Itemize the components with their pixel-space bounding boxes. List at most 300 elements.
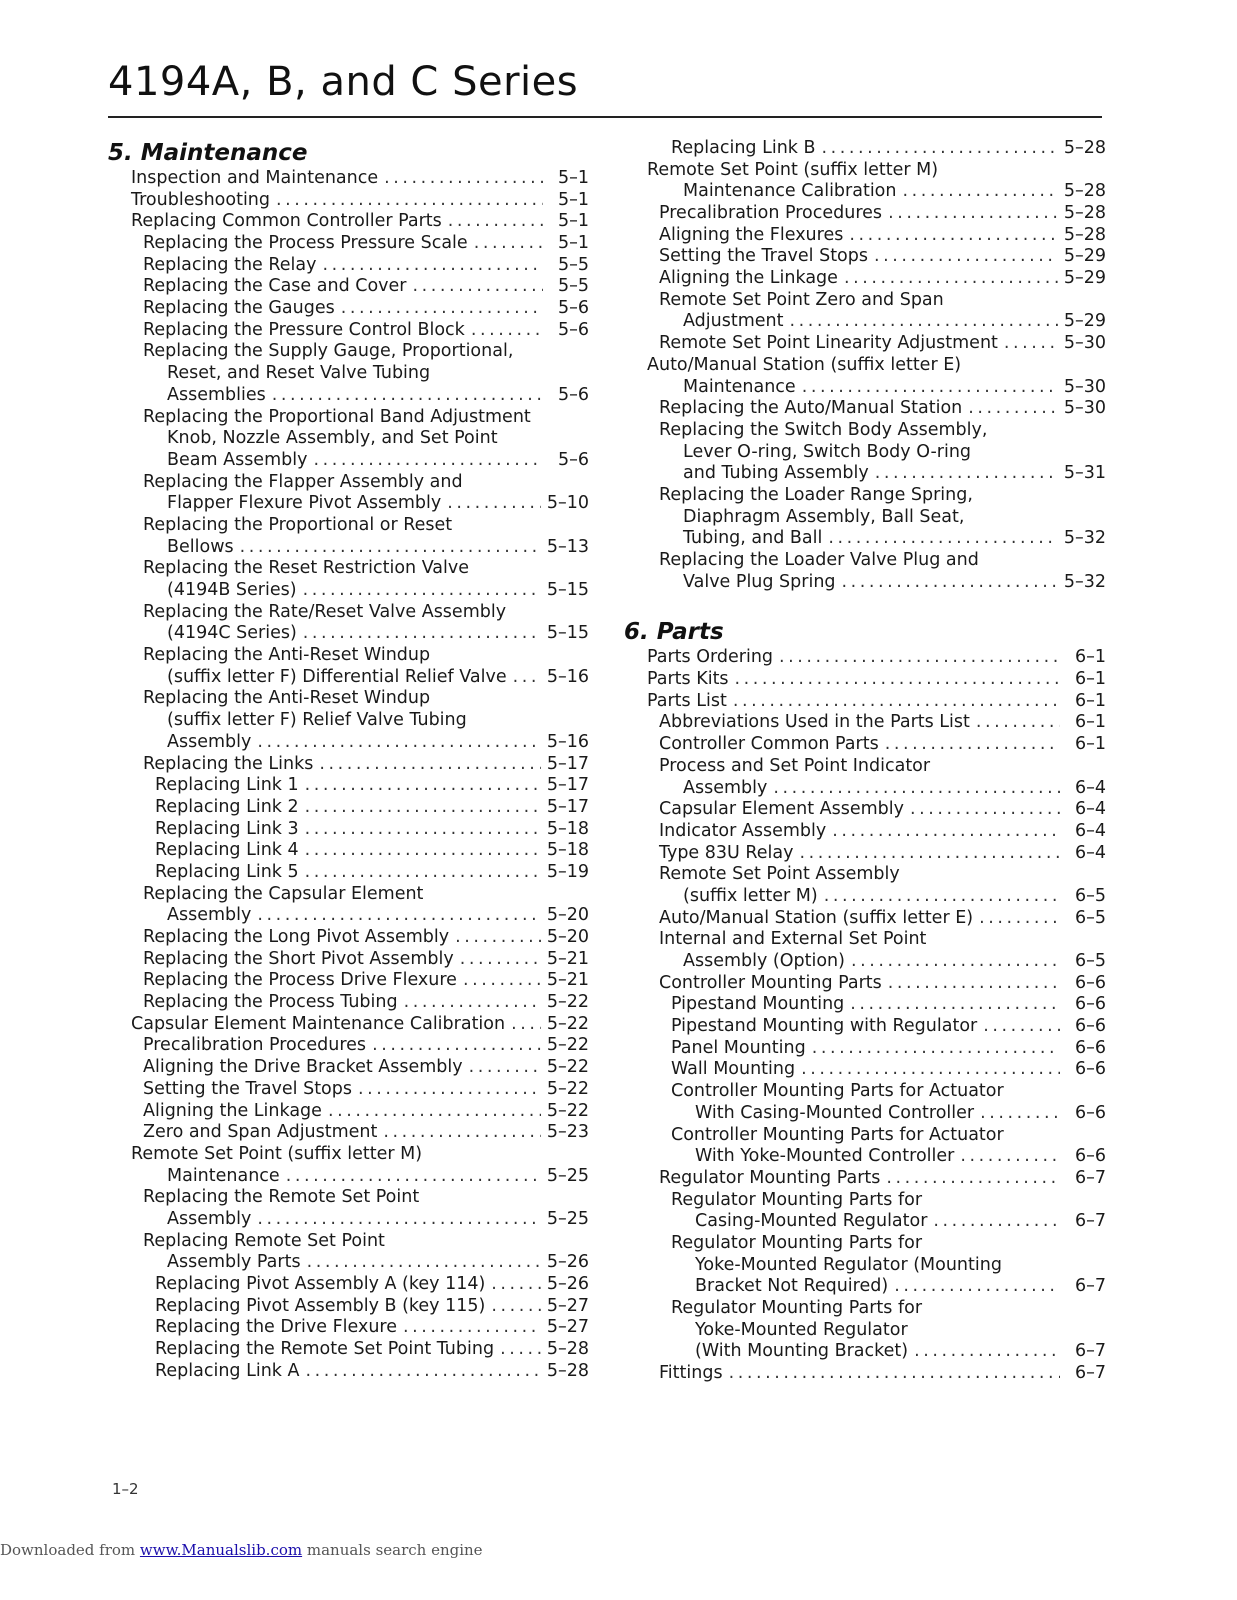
toc-entry-title: Replacing Link 2	[155, 796, 299, 817]
toc-entry-page: 5–16	[546, 666, 589, 687]
toc-entry-title: Remote Set Point Linearity Adjustment	[659, 333, 998, 354]
toc-leader-dots	[305, 775, 541, 797]
toc-entry-page: 5–1	[557, 233, 589, 254]
toc-entry[interactable]	[108, 211, 589, 233]
toc-entry-title: Controller Mounting Parts for Actuator	[671, 1081, 1004, 1102]
toc-entry-page: 5–21	[546, 970, 589, 991]
toc-entry-page: 6–5	[1074, 907, 1106, 928]
toc-leader-dots	[874, 246, 1058, 268]
toc-entry-page: 6–6	[1074, 1037, 1106, 1058]
toc-entry-title: Remote Set Point (suffix letter M)	[131, 1143, 423, 1164]
toc-entry[interactable]	[108, 905, 589, 927]
toc-entry-page: 5–22	[546, 1057, 589, 1078]
toc-entry-title: Capsular Element Maintenance Calibration	[131, 1013, 506, 1034]
toc-leader-dots	[735, 669, 1060, 691]
toc-entry[interactable]	[108, 276, 589, 298]
toc-entry-title: Replacing the Supply Gauge, Proportional,	[143, 341, 514, 362]
toc-leader-dots	[257, 1209, 540, 1231]
toc-entry-title: Replacing the Anti-Reset Windup	[143, 688, 431, 709]
toc-entry[interactable]	[108, 1317, 589, 1339]
toc-leader-dots	[980, 1103, 1060, 1125]
toc-entry-title: Controller Common Parts	[659, 734, 879, 755]
toc-leader-dots	[305, 797, 541, 819]
toc-entry[interactable]	[108, 255, 589, 277]
toc-entry[interactable]	[624, 1038, 1106, 1060]
toc-entry-title: Pipestand Mounting with Regulator	[671, 1016, 978, 1037]
toc-entry-title: Auto/Manual Station (suffix letter E)	[647, 354, 962, 375]
toc-entry[interactable]	[108, 645, 589, 667]
toc-entry[interactable]	[108, 1036, 589, 1058]
toc-entry-title: Aligning the Flexures	[659, 224, 844, 245]
toc-entry-page: 5–32	[1063, 571, 1106, 592]
toc-entry-title: Replacing Common Controller Parts	[131, 211, 442, 232]
toc-entry[interactable]	[624, 1125, 1106, 1147]
toc-entry-title: Maintenance	[683, 376, 796, 397]
toc-entry-page: 5–16	[546, 731, 589, 752]
toc-entry[interactable]	[624, 160, 1106, 182]
toc-entry[interactable]	[108, 732, 589, 754]
toc-entry[interactable]	[108, 819, 589, 841]
toc-entry[interactable]	[108, 537, 589, 559]
toc-entry-title: Assembly Parts	[167, 1252, 301, 1273]
toc-entry[interactable]	[624, 821, 1106, 843]
toc-entry[interactable]	[624, 485, 1106, 507]
toc-entry-title: Lever O-ring, Switch Body O-ring	[683, 441, 972, 462]
toc-entry-title: (With Mounting Bracket)	[695, 1341, 909, 1362]
toc-entry[interactable]	[624, 799, 1106, 821]
toc-entry[interactable]	[108, 884, 589, 906]
toc-entry[interactable]	[108, 667, 589, 689]
toc-entry-page: 6–7	[1074, 1167, 1106, 1188]
toc-entry[interactable]	[108, 580, 589, 602]
toc-leader-dots	[500, 1339, 541, 1361]
toc-entry-page: 5–17	[546, 796, 589, 817]
toc-leader-dots	[276, 190, 543, 212]
toc-entry[interactable]	[108, 342, 589, 364]
toc-entry-page: 5–30	[1063, 376, 1106, 397]
toc-entry[interactable]	[624, 1341, 1106, 1363]
toc-entry[interactable]	[624, 908, 1106, 930]
toc-entry[interactable]	[624, 1190, 1106, 1212]
toc-leader-dots	[358, 1079, 541, 1101]
toc-entry[interactable]	[624, 973, 1106, 995]
toc-entry-page: 5–22	[546, 1013, 589, 1034]
toc-entry-page: 6–4	[1074, 777, 1106, 798]
toc-entry-title: Beam Assembly	[167, 449, 308, 470]
toc-entry-page: 6–7	[1074, 1211, 1106, 1232]
toc-leader-dots	[384, 168, 543, 190]
toc-entry[interactable]	[624, 929, 1106, 951]
toc-entry[interactable]	[108, 1187, 589, 1209]
toc-leader-dots	[983, 1016, 1060, 1038]
toc-entry-page: 5–21	[546, 948, 589, 969]
toc-leader-dots	[286, 1166, 541, 1188]
toc-entry-page: 6–6	[1074, 1016, 1106, 1037]
toc-entry[interactable]	[624, 713, 1106, 735]
toc-entry[interactable]	[108, 927, 589, 949]
toc-entry-title: Zero and Span Adjustment	[143, 1122, 378, 1143]
toc-entry-title: Replacing Link 4	[155, 840, 299, 861]
toc-entry-title: Bracket Not Required)	[695, 1276, 889, 1297]
toc-entry-title: Maintenance	[167, 1165, 280, 1186]
toc-entry-title: Parts Ordering	[647, 647, 774, 668]
toc-entry[interactable]	[624, 290, 1106, 312]
toc-entry[interactable]	[108, 190, 589, 212]
toc-entry-title: Assembly	[683, 777, 768, 798]
toc-leader-dots	[307, 1252, 541, 1274]
toc-leader-dots	[404, 992, 541, 1014]
toc-leader-dots	[305, 840, 541, 862]
toc-entry-page: 5–28	[1063, 224, 1106, 245]
toc-leader-dots	[875, 463, 1058, 485]
toc-entry[interactable]	[624, 246, 1106, 268]
toc-entry[interactable]	[108, 1101, 589, 1123]
toc-entry-title: With Yoke-Mounted Controller	[695, 1146, 955, 1167]
toc-entry-title: Aligning the Linkage	[659, 268, 838, 289]
toc-entry[interactable]	[108, 515, 589, 537]
toc-entry-title: Yoke-Mounted Regulator	[695, 1319, 908, 1340]
toc-entry[interactable]	[624, 1146, 1106, 1168]
toc-entry[interactable]	[108, 623, 589, 645]
toc-entry[interactable]	[108, 970, 589, 992]
toc-entry[interactable]	[108, 1144, 589, 1166]
toc-entry-title: Replacing the Case and Cover	[143, 276, 407, 297]
toc-leader-dots	[844, 268, 1058, 290]
toc-entry-page: 6–4	[1074, 799, 1106, 820]
toc-entry-page: 5–5	[557, 254, 589, 275]
toc-leader-dots	[319, 754, 541, 776]
manualslib-link[interactable]: www.Manualslib.com	[139, 1541, 303, 1559]
toc-entry-title: Replacing the Gauges	[143, 298, 335, 319]
toc-entry[interactable]	[108, 1231, 589, 1253]
toc-entry-title: Replacing the Switch Body Assembly,	[659, 419, 988, 440]
toc-entry-title: Replacing the Loader Range Spring,	[659, 484, 973, 505]
toc-entry-title: Replacing the Proportional Band Adjustment	[143, 406, 531, 427]
toc-entry-title: Setting the Travel Stops	[659, 246, 868, 267]
toc-entry-page: 5–26	[546, 1252, 589, 1273]
toc-entry-title: Aligning the Linkage	[143, 1100, 322, 1121]
toc-entry[interactable]	[108, 775, 589, 797]
toc-entry[interactable]	[108, 493, 589, 515]
toc-entry-page: 6–6	[1074, 1059, 1106, 1080]
toc-entry[interactable]	[108, 1166, 589, 1188]
toc-entry[interactable]	[108, 797, 589, 819]
toc-entry-title: Parts List	[647, 690, 727, 711]
toc-entry-title: Replacing the Process Tubing	[143, 992, 398, 1013]
toc-entry[interactable]	[108, 754, 589, 776]
toc-leader-dots	[469, 1057, 541, 1079]
toc-leader-dots	[851, 951, 1060, 973]
toc-leader-dots	[447, 493, 541, 515]
toc-entry[interactable]	[108, 1274, 589, 1296]
toc-entry-title: Fittings	[659, 1363, 723, 1384]
toc-entry[interactable]	[108, 840, 589, 862]
toc-entry-page: 5–6	[557, 298, 589, 319]
toc-entry-page: 5–26	[546, 1274, 589, 1295]
toc-leader-dots	[383, 1122, 540, 1144]
toc-entry-title: Controller Mounting Parts	[659, 972, 882, 993]
footer-suffix: manuals search engine	[302, 1541, 483, 1559]
toc-entry-title: Replacing the Short Pivot Assembly	[143, 948, 454, 969]
toc-entry-page: 6–1	[1074, 647, 1106, 668]
toc-leader-dots	[471, 320, 543, 342]
toc-entry-title: Assembly	[167, 1208, 252, 1229]
toc-entry-page: 5–1	[557, 211, 589, 232]
toc-leader-dots	[1004, 333, 1058, 355]
toc-entry-title: Regulator Mounting Parts	[659, 1167, 881, 1188]
toc-entry[interactable]	[624, 225, 1106, 247]
toc-leader-dots	[305, 1361, 540, 1383]
toc-entry-page: 5–28	[1063, 137, 1106, 158]
toc-entry[interactable]	[624, 1103, 1106, 1125]
toc-entry-page: 5–18	[546, 840, 589, 861]
toc-entry-title: Assemblies	[167, 384, 266, 405]
toc-entry[interactable]	[624, 1016, 1106, 1038]
toc-leader-dots	[240, 537, 541, 559]
toc-entry[interactable]	[624, 203, 1106, 225]
toc-leader-dots	[822, 138, 1058, 160]
toc-entry[interactable]	[108, 1057, 589, 1079]
toc-entry[interactable]	[624, 398, 1106, 420]
toc-entry-title: Remote Set Point Zero and Span	[659, 289, 944, 310]
toc-leader-dots	[773, 778, 1060, 800]
toc-entry-title: With Casing-Mounted Controller	[695, 1102, 975, 1123]
toc-entry-title: Replacing Link 5	[155, 861, 299, 882]
toc-entry[interactable]	[108, 407, 589, 429]
toc-entry-title: Replacing the Loader Valve Plug and	[659, 550, 979, 571]
toc-entry-title: Flapper Flexure Pivot Assembly	[167, 493, 442, 514]
toc-entry[interactable]	[108, 1296, 589, 1318]
toc-entry[interactable]	[624, 1255, 1106, 1277]
toc-leader-dots	[257, 905, 540, 927]
toc-leader-dots	[960, 1146, 1060, 1168]
toc-entry-page: 5–19	[546, 861, 589, 882]
toc-leader-dots	[303, 623, 541, 645]
toc-entry-title: Replacing Pivot Assembly A (key 114)	[155, 1274, 486, 1295]
toc-entry[interactable]	[108, 949, 589, 971]
toc-entry[interactable]	[624, 994, 1106, 1016]
toc-entry[interactable]	[624, 1233, 1106, 1255]
toc-entry-title: Setting the Travel Stops	[143, 1078, 352, 1099]
toc-entry[interactable]	[108, 710, 589, 732]
toc-entry-page: 5–18	[546, 818, 589, 839]
toc-entry[interactable]	[624, 1276, 1106, 1298]
toc-entry-title: Remote Set Point Assembly	[659, 864, 900, 885]
toc-entry[interactable]	[624, 1320, 1106, 1342]
toc-entry-title: Controller Mounting Parts for Actuator	[671, 1124, 1004, 1145]
toc-entry-page: 5–6	[557, 384, 589, 405]
toc-left-column	[108, 138, 589, 1383]
toc-entry[interactable]	[108, 992, 589, 1014]
toc-entry-title: Replacing the Remote Set Point	[143, 1187, 420, 1208]
toc-entry[interactable]	[624, 756, 1106, 778]
toc-entry[interactable]	[624, 312, 1106, 334]
toc-entry[interactable]	[108, 233, 589, 255]
toc-entry-page: 5–1	[557, 189, 589, 210]
toc-entry-title: (4194B Series)	[167, 580, 297, 601]
toc-leader-dots	[902, 181, 1057, 203]
toc-entry[interactable]	[108, 428, 589, 450]
toc-entry[interactable]	[624, 778, 1106, 800]
toc-leader-dots	[832, 821, 1060, 843]
toc-entry[interactable]	[624, 843, 1106, 865]
toc-entry[interactable]	[108, 1079, 589, 1101]
toc-entry-title: Replacing the Process Drive Flexure	[143, 970, 457, 991]
toc-entry-title: (suffix letter F) Relief Valve Tubing	[167, 710, 467, 731]
toc-entry[interactable]	[624, 138, 1106, 160]
toc-entry[interactable]	[108, 168, 589, 190]
toc-entry[interactable]	[624, 951, 1106, 973]
toc-entry-page: 5–28	[546, 1360, 589, 1381]
toc-leader-dots	[305, 862, 541, 884]
toc-entry-title: Replacing Link B	[671, 137, 816, 158]
toc-leader-dots	[824, 886, 1060, 908]
toc-entry[interactable]	[624, 463, 1106, 485]
toc-entry-page: 6–6	[1074, 994, 1106, 1015]
toc-leader-dots	[799, 843, 1060, 865]
toc-entry[interactable]	[108, 320, 589, 342]
section-heading: 5. Maintenance	[108, 140, 308, 166]
toc-entry[interactable]	[624, 181, 1106, 203]
toc-leader-dots	[828, 528, 1057, 550]
toc-entry-title: Replacing the Links	[143, 753, 314, 774]
toc-entry-title: (suffix letter F) Differential Relief Valve	[167, 666, 507, 687]
toc-leader-dots	[894, 1276, 1060, 1298]
toc-entry[interactable]	[624, 572, 1106, 594]
toc-entry[interactable]	[624, 355, 1106, 377]
toc-entry[interactable]	[624, 647, 1106, 669]
title-divider	[108, 116, 1102, 118]
toc-entry-title: Replacing the Flapper Assembly and	[143, 471, 463, 492]
toc-entry-page: 5–31	[1063, 463, 1106, 484]
toc-entry-page: 5–6	[557, 319, 589, 340]
toc-entry-title: Auto/Manual Station (suffix letter E)	[659, 907, 974, 928]
toc-entry-page: 5–20	[546, 905, 589, 926]
toc-entry[interactable]	[108, 472, 589, 494]
toc-leader-dots	[257, 732, 540, 754]
toc-leader-dots	[885, 734, 1060, 756]
toc-entry-page: 5–25	[546, 1208, 589, 1229]
toc-entry-title: Adjustment	[683, 311, 784, 332]
toc-entry[interactable]	[108, 1209, 589, 1231]
toc-entry-page: 6–7	[1074, 1276, 1106, 1297]
toc-entry-title: Replacing Link A	[155, 1360, 300, 1381]
toc-entry-title: Diaphragm Assembly, Ball Seat,	[683, 506, 965, 527]
toc-entry-title: and Tubing Assembly	[683, 463, 869, 484]
toc-entry[interactable]	[108, 450, 589, 472]
toc-entry[interactable]	[624, 1363, 1106, 1385]
toc-entry-page: 6–7	[1074, 1341, 1106, 1362]
toc-entry[interactable]	[108, 1122, 589, 1144]
toc-entry-title: Replacing Pivot Assembly B (key 115)	[155, 1295, 486, 1316]
toc-entry-title: Inspection and Maintenance	[131, 167, 379, 188]
toc-entry[interactable]	[108, 1252, 589, 1274]
toc-entry[interactable]	[108, 602, 589, 624]
toc-leader-dots	[802, 377, 1058, 399]
toc-entry[interactable]	[624, 734, 1106, 756]
toc-entry[interactable]	[108, 689, 589, 711]
toc-entry-page: 6–6	[1074, 972, 1106, 993]
toc-entry[interactable]	[624, 442, 1106, 464]
toc-leader-dots	[412, 276, 543, 298]
toc-entry[interactable]	[624, 691, 1106, 713]
toc-right-column	[624, 138, 1106, 1385]
toc-entry-title: Panel Mounting	[671, 1037, 806, 1058]
toc-entry-title: Replacing the Rate/Reset Valve Assembly	[143, 601, 507, 622]
toc-leader-dots	[933, 1211, 1060, 1233]
toc-entry[interactable]	[108, 558, 589, 580]
toc-entry-title: Regulator Mounting Parts for	[671, 1189, 923, 1210]
toc-leader-dots	[888, 203, 1058, 225]
toc-leader-dots	[850, 994, 1060, 1016]
toc-entry-page: 5–6	[557, 449, 589, 470]
toc-entry-page: 5–25	[546, 1165, 589, 1186]
toc-entry[interactable]	[624, 550, 1106, 572]
toc-entry[interactable]	[624, 268, 1106, 290]
toc-entry-page: 5–28	[1063, 203, 1106, 224]
toc-entry-page: 5–27	[546, 1317, 589, 1338]
toc-entry-title: Replacing the Anti-Reset Windup	[143, 645, 431, 666]
toc-entry[interactable]	[624, 507, 1106, 529]
toc-leader-dots	[455, 927, 541, 949]
toc-entry[interactable]	[108, 298, 589, 320]
toc-leader-dots	[733, 691, 1060, 713]
toc-entry[interactable]	[624, 1298, 1106, 1320]
toc-entry[interactable]	[108, 363, 589, 385]
toc-leader-dots	[910, 799, 1060, 821]
toc-entry[interactable]	[624, 1081, 1106, 1103]
toc-entry-title: Replacing Remote Set Point	[143, 1230, 385, 1251]
toc-entry-page: 5–13	[546, 536, 589, 557]
toc-entry[interactable]	[624, 886, 1106, 908]
toc-entry-page: 5–29	[1063, 246, 1106, 267]
toc-entry-page: 5–20	[546, 927, 589, 948]
toc-leader-dots	[511, 1014, 541, 1036]
download-footer	[0, 1541, 483, 1559]
toc-entry[interactable]	[624, 333, 1106, 355]
toc-entry-title: Troubleshooting	[131, 189, 271, 210]
toc-leader-dots	[313, 450, 543, 472]
toc-entry[interactable]	[108, 385, 589, 407]
toc-entry[interactable]	[624, 1168, 1106, 1190]
toc-entry[interactable]	[108, 1014, 589, 1036]
toc-entry-page: 5–17	[546, 775, 589, 796]
toc-entry[interactable]	[624, 669, 1106, 691]
toc-entry[interactable]	[624, 1060, 1106, 1082]
toc-leader-dots	[460, 949, 541, 971]
toc-entry-page: 5–10	[546, 493, 589, 514]
toc-entry[interactable]	[624, 377, 1106, 399]
toc-leader-dots	[888, 973, 1060, 995]
toc-entry-title: Casing-Mounted Regulator	[695, 1211, 928, 1232]
toc-entry-page: 6–5	[1074, 885, 1106, 906]
toc-entry-page: 5–28	[546, 1339, 589, 1360]
toc-entry-page: 5–30	[1063, 398, 1106, 419]
toc-entry[interactable]	[108, 1339, 589, 1361]
toc-entry[interactable]	[624, 1211, 1106, 1233]
toc-leader-dots	[328, 1101, 541, 1123]
toc-entry[interactable]	[624, 420, 1106, 442]
toc-entry[interactable]	[108, 862, 589, 884]
toc-entry-title: Replacing the Proportional or Reset	[143, 514, 453, 535]
toc-entry-page: 6–4	[1074, 842, 1106, 863]
toc-entry[interactable]	[624, 864, 1106, 886]
toc-leader-dots	[303, 580, 541, 602]
toc-leader-dots	[976, 712, 1060, 734]
toc-entry[interactable]	[624, 528, 1106, 550]
footer-prefix: Downloaded from	[0, 1541, 140, 1559]
toc-entry[interactable]	[108, 1361, 589, 1383]
